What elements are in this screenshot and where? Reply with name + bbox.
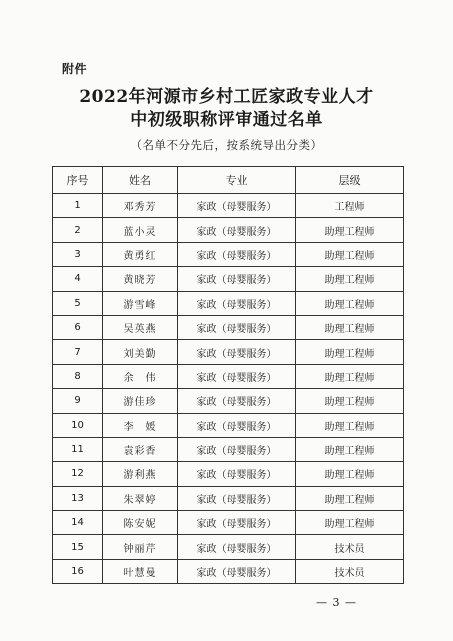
cell-level: 技术员 bbox=[296, 559, 404, 583]
cell-level: 助理工程师 bbox=[296, 511, 404, 535]
cell-index: 10 bbox=[53, 413, 103, 437]
table-row bbox=[53, 437, 404, 461]
cell-specialty: 家政（母婴服务） bbox=[178, 340, 296, 364]
cell-specialty: 家政（母婴服务） bbox=[178, 291, 296, 315]
cell-index: 7 bbox=[53, 340, 103, 364]
cell-specialty: 家政（母婴服务） bbox=[178, 511, 296, 535]
cell-specialty: 家政（母婴服务） bbox=[178, 413, 296, 437]
document-title-line-1: 2022年河源市乡村工匠家政专业人才 bbox=[79, 87, 374, 107]
table-row bbox=[53, 242, 404, 266]
cell-level: 助理工程师 bbox=[296, 242, 404, 266]
cell-name: 游雪峰 bbox=[103, 291, 178, 315]
cell-specialty: 家政（母婴服务） bbox=[178, 462, 296, 486]
cell-specialty: 家政（母婴服务） bbox=[178, 267, 296, 291]
cell-level: 工程师 bbox=[296, 194, 404, 218]
header-level: 层级 bbox=[296, 167, 404, 194]
cell-index: 5 bbox=[53, 291, 103, 315]
cell-index: 16 bbox=[53, 559, 103, 583]
cell-name: 吴英燕 bbox=[103, 315, 178, 339]
cell-specialty: 家政（母婴服务） bbox=[178, 486, 296, 510]
cell-index: 9 bbox=[53, 389, 103, 413]
table-row bbox=[53, 340, 404, 364]
cell-specialty: 家政（母婴服务） bbox=[178, 535, 296, 559]
cell-index: 1 bbox=[53, 194, 103, 218]
cell-index: 2 bbox=[53, 218, 103, 242]
table-row bbox=[53, 267, 404, 291]
cell-name: 邓秀芳 bbox=[103, 194, 178, 218]
page-number: — 3 — bbox=[316, 596, 357, 609]
cell-index: 13 bbox=[53, 486, 103, 510]
cell-name: 游佳珍 bbox=[103, 389, 178, 413]
cell-specialty: 家政（母婴服务） bbox=[178, 218, 296, 242]
cell-specialty: 家政（母婴服务） bbox=[178, 389, 296, 413]
table-row bbox=[53, 389, 404, 413]
cell-name: 李 媛 bbox=[103, 413, 178, 437]
cell-name: 刘美勤 bbox=[103, 340, 178, 364]
cell-level: 助理工程师 bbox=[296, 267, 404, 291]
cell-index: 11 bbox=[53, 437, 103, 461]
roster-table bbox=[52, 166, 404, 584]
cell-specialty: 家政（母婴服务） bbox=[178, 315, 296, 339]
cell-name: 蓝小灵 bbox=[103, 218, 178, 242]
cell-index: 14 bbox=[53, 511, 103, 535]
header-name: 姓名 bbox=[103, 167, 178, 194]
cell-index: 8 bbox=[53, 364, 103, 388]
cell-specialty: 家政（母婴服务） bbox=[178, 559, 296, 583]
table-row bbox=[53, 511, 404, 535]
cell-name: 黄勇红 bbox=[103, 242, 178, 266]
cell-level: 助理工程师 bbox=[296, 389, 404, 413]
table-row bbox=[53, 315, 404, 339]
cell-level: 助理工程师 bbox=[296, 340, 404, 364]
table-row bbox=[53, 486, 404, 510]
cell-name: 叶慧曼 bbox=[103, 559, 178, 583]
cell-level: 助理工程师 bbox=[296, 486, 404, 510]
cell-level: 技术员 bbox=[296, 535, 404, 559]
cell-name: 钟丽芹 bbox=[103, 535, 178, 559]
document-title-line-2: 中初级职称评审通过名单 bbox=[130, 110, 323, 130]
table-row bbox=[53, 462, 404, 486]
cell-level: 助理工程师 bbox=[296, 413, 404, 437]
cell-specialty: 家政（母婴服务） bbox=[178, 437, 296, 461]
document-note: （名单不分先后，按系统导出分类） bbox=[130, 138, 323, 152]
header-specialty: 专业 bbox=[178, 167, 296, 194]
table-row bbox=[53, 291, 404, 315]
cell-index: 12 bbox=[53, 462, 103, 486]
header-index: 序号 bbox=[53, 167, 103, 194]
cell-index: 6 bbox=[53, 315, 103, 339]
cell-name: 黄晓芳 bbox=[103, 267, 178, 291]
cell-name: 游利燕 bbox=[103, 462, 178, 486]
cell-index: 4 bbox=[53, 267, 103, 291]
table-row bbox=[53, 413, 404, 437]
cell-level: 助理工程师 bbox=[296, 462, 404, 486]
cell-specialty: 家政（母婴服务） bbox=[178, 242, 296, 266]
cell-specialty: 家政（母婴服务） bbox=[178, 364, 296, 388]
table-row bbox=[53, 535, 404, 559]
cell-specialty: 家政（母婴服务） bbox=[178, 194, 296, 218]
cell-name: 朱翠婷 bbox=[103, 486, 178, 510]
cell-name: 袁彩香 bbox=[103, 437, 178, 461]
table-row bbox=[53, 218, 404, 242]
cell-name: 余 伟 bbox=[103, 364, 178, 388]
cell-level: 助理工程师 bbox=[296, 315, 404, 339]
table-row bbox=[53, 194, 404, 218]
table-row bbox=[53, 559, 404, 583]
cell-index: 3 bbox=[53, 242, 103, 266]
cell-name: 陈安妮 bbox=[103, 511, 178, 535]
cell-level: 助理工程师 bbox=[296, 291, 404, 315]
cell-index: 15 bbox=[53, 535, 103, 559]
attachment-label: 附件 bbox=[62, 62, 88, 76]
cell-level: 助理工程师 bbox=[296, 437, 404, 461]
table-header-row bbox=[53, 167, 404, 194]
cell-level: 助理工程师 bbox=[296, 218, 404, 242]
cell-level: 助理工程师 bbox=[296, 364, 404, 388]
table-row bbox=[53, 364, 404, 388]
